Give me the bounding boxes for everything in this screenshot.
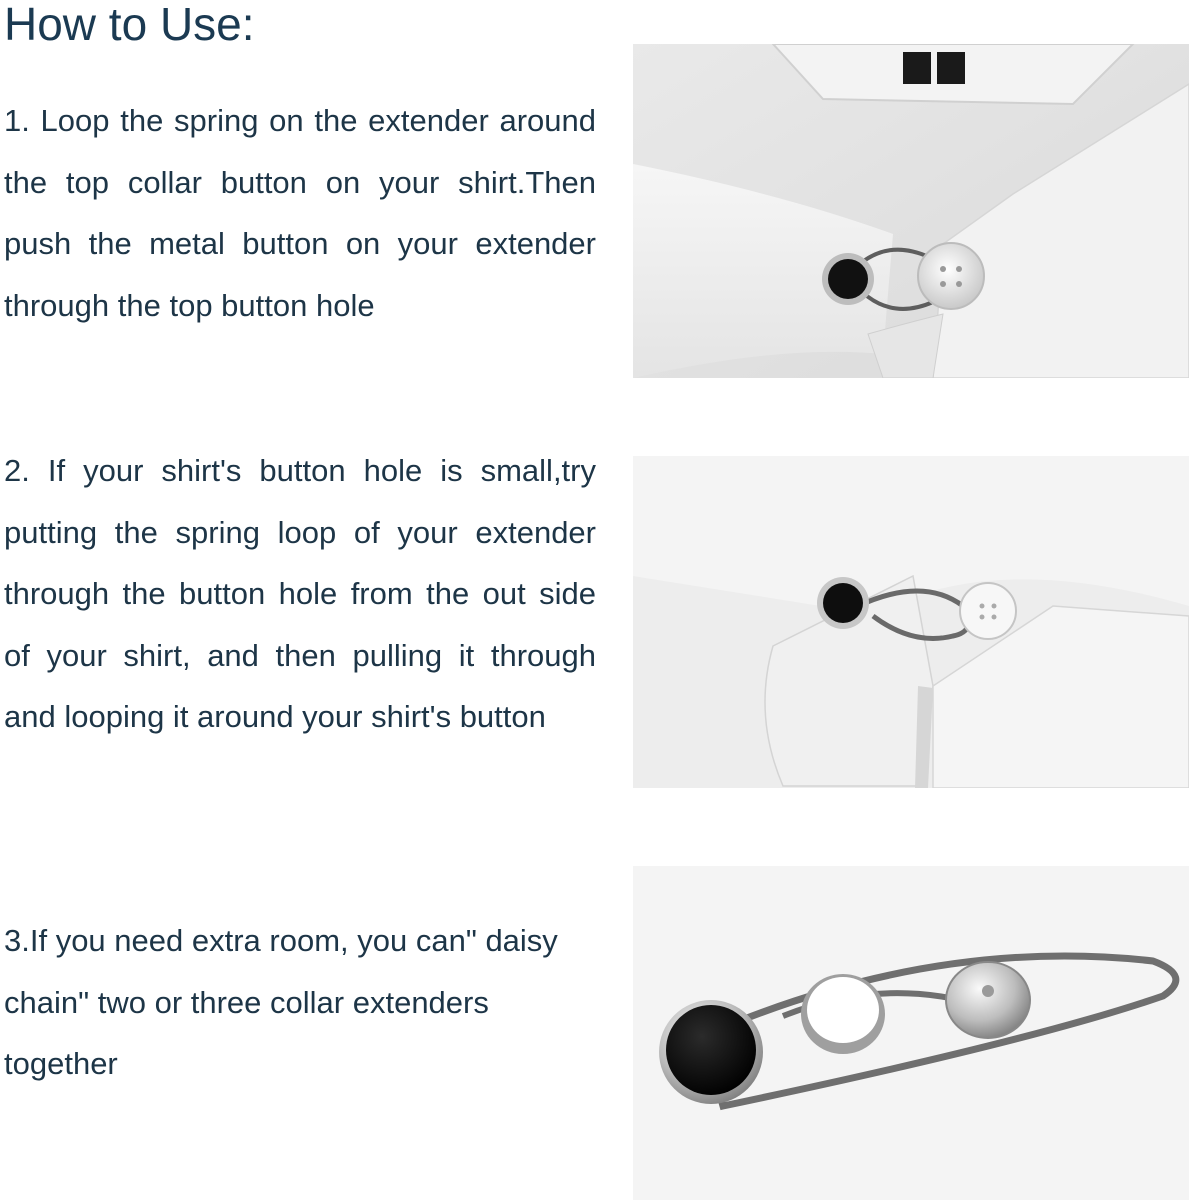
- step-2-text: 2. If your shirt's button hole is small,try putting the spring loop of your extender through the button hole from the out side of your shirt, and then pulling it through and looping it around your shirt's button: [4, 453, 596, 734]
- shirt-collar-photo-icon: [633, 44, 1189, 378]
- daisy-chain-extenders-photo: [633, 866, 1189, 1200]
- step-1-text: 1. Loop the spring on the extender around the top collar button on your shirt.Then push the metal button on your extender through the top button hole: [4, 103, 596, 323]
- collar-extender-photo-1: [633, 44, 1189, 378]
- collar-extender-photo-2: [633, 456, 1189, 788]
- shirt-collar-photo-icon: [633, 456, 1189, 788]
- daisy-chain-photo-icon: [633, 866, 1189, 1200]
- step-3-text: 3.If you need extra room, you can" daisy chain" two or three collar extenders together: [4, 923, 558, 1081]
- page-title: How to Use:: [4, 0, 255, 50]
